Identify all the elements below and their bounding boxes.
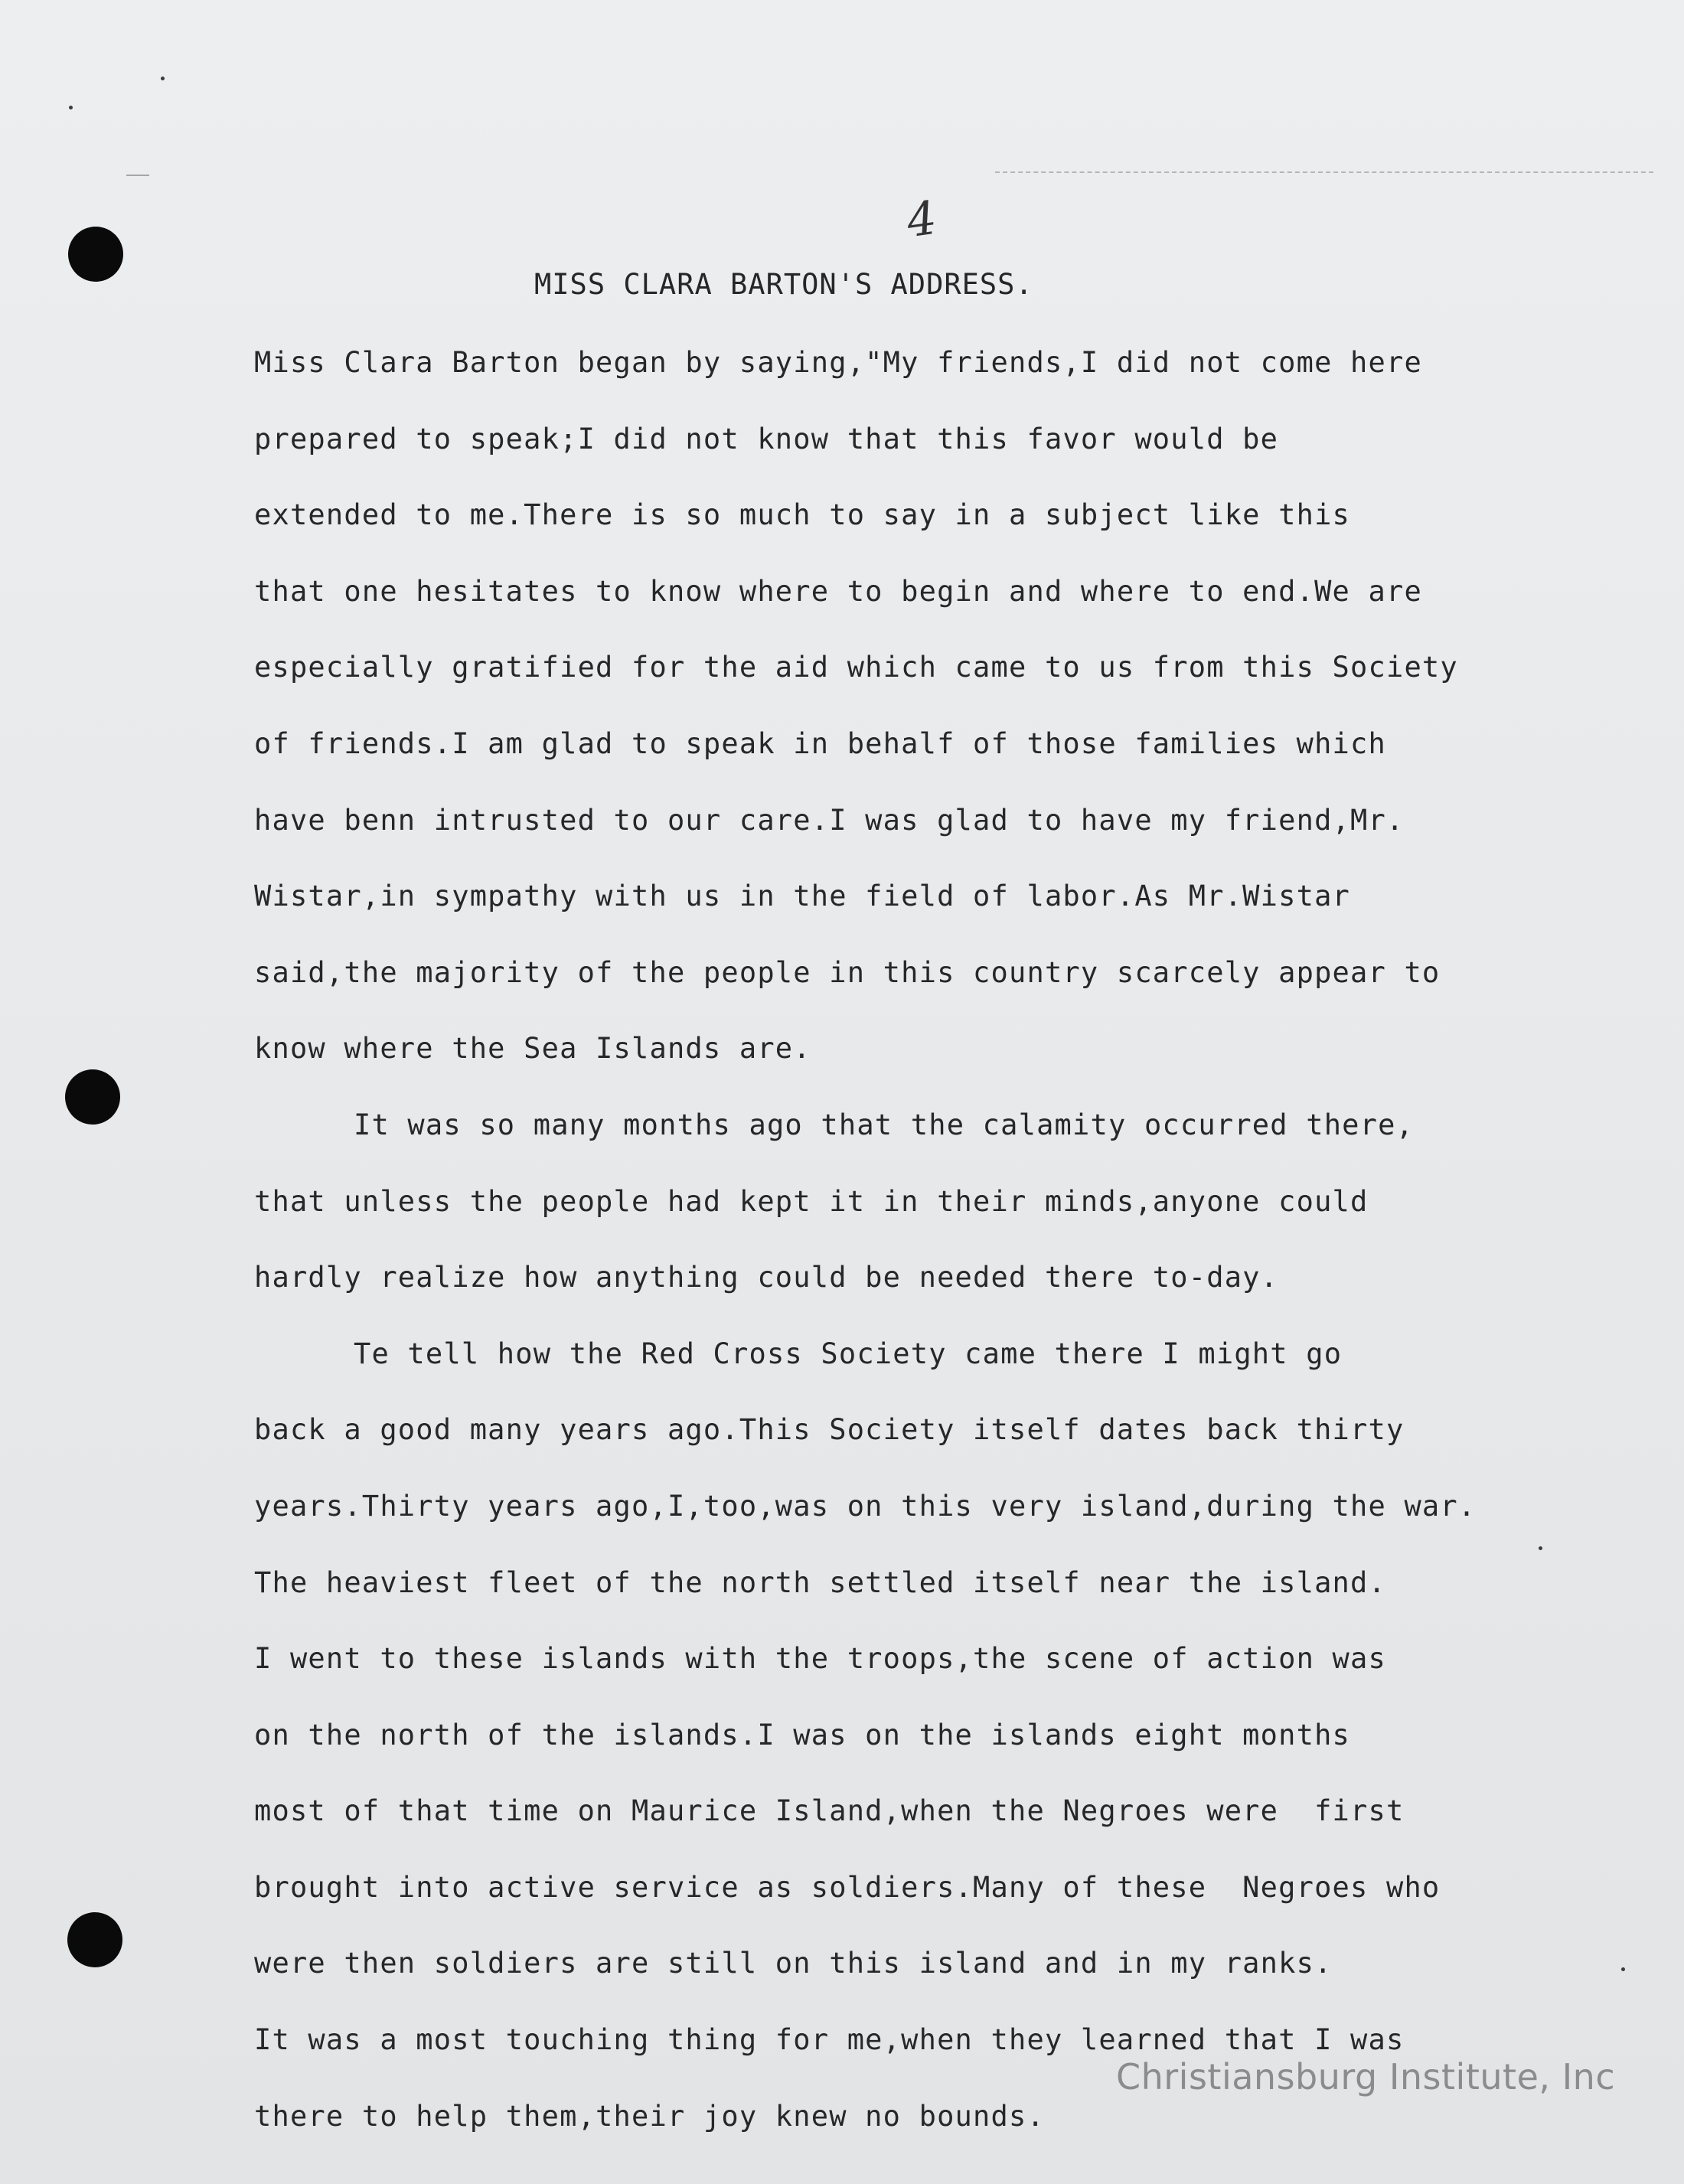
punch-hole bbox=[65, 1069, 120, 1125]
paper-speck bbox=[161, 77, 165, 80]
text-line: Miss Clara Barton began by saying,"My friends,I did not come here bbox=[254, 346, 1422, 379]
text-line: It was so many months ago that the calamity occurred there, bbox=[354, 1108, 1415, 1141]
document-body bbox=[254, 340, 1617, 2169]
text-line: years.Thirty years ago,I,too,was on this very island,during the war. bbox=[254, 1489, 1477, 1523]
text-line: know where the Sea Islands are. bbox=[254, 1032, 811, 1066]
text-line: extended to me.There is so much to say in a subject like this bbox=[254, 498, 1351, 532]
text-line: of friends.I am glad to speak in behalf of those families which bbox=[254, 726, 1386, 760]
text-line: Wistar,in sympathy with us in the field of labor.As Mr.Wistar bbox=[254, 880, 1351, 913]
text-line: I went to these islands with the troops,the scene of action was bbox=[254, 1642, 1386, 1676]
text-line: on the north of the islands.I was on the islands eight months bbox=[254, 1718, 1351, 1751]
text-line: back a good many years ago.This Society itself dates back thirty bbox=[254, 1413, 1405, 1447]
page-edge-line bbox=[995, 171, 1653, 173]
punch-hole bbox=[68, 227, 123, 282]
text-line: said,the majority of the people in this country scarcely appear to bbox=[254, 955, 1441, 989]
text-line: have benn intrusted to our care.I was glad to have my friend,Mr. bbox=[254, 803, 1405, 837]
text-line: The heaviest fleet of the north settled itself near the island. bbox=[254, 1565, 1386, 1599]
watermark: Christiansburg Institute, Inc bbox=[1116, 2056, 1616, 2097]
text-line: It was a most touching thing for me,when they learned that I was bbox=[254, 2023, 1405, 2057]
paper-speck bbox=[1621, 1967, 1625, 1971]
paper-speck bbox=[1539, 1546, 1542, 1550]
text-line: there to help them,their joy knew no bounds. bbox=[254, 2099, 1045, 2133]
text-line: especially gratified for the aid which came to us from this Society bbox=[254, 651, 1458, 684]
text-line: that one hesitates to know where to begin and where to end.We are bbox=[254, 574, 1422, 608]
text-line: prepared to speak;I did not know that this favor would be bbox=[254, 422, 1279, 455]
page-edge-mark bbox=[126, 175, 149, 176]
text-line: hardly realize how anything could be needed there to-day. bbox=[254, 1261, 1279, 1294]
text-line: Te tell how the Red Cross Society came there I might go bbox=[354, 1337, 1343, 1370]
paper-speck bbox=[69, 106, 73, 109]
document-title: MISS CLARA BARTON'S ADDRESS. bbox=[534, 268, 1033, 301]
text-line: were then soldiers are still on this island and in my ranks. bbox=[254, 1947, 1333, 1980]
text-line: that unless the people had kept it in their minds,anyone could bbox=[254, 1184, 1369, 1218]
text-line: most of that time on Maurice Island,when the Negroes were first bbox=[254, 1794, 1405, 1828]
page-number: 4 bbox=[903, 191, 940, 249]
text-line: brought into active service as soldiers.Many of these Negroes who bbox=[254, 1870, 1441, 1904]
punch-hole bbox=[67, 1912, 122, 1967]
